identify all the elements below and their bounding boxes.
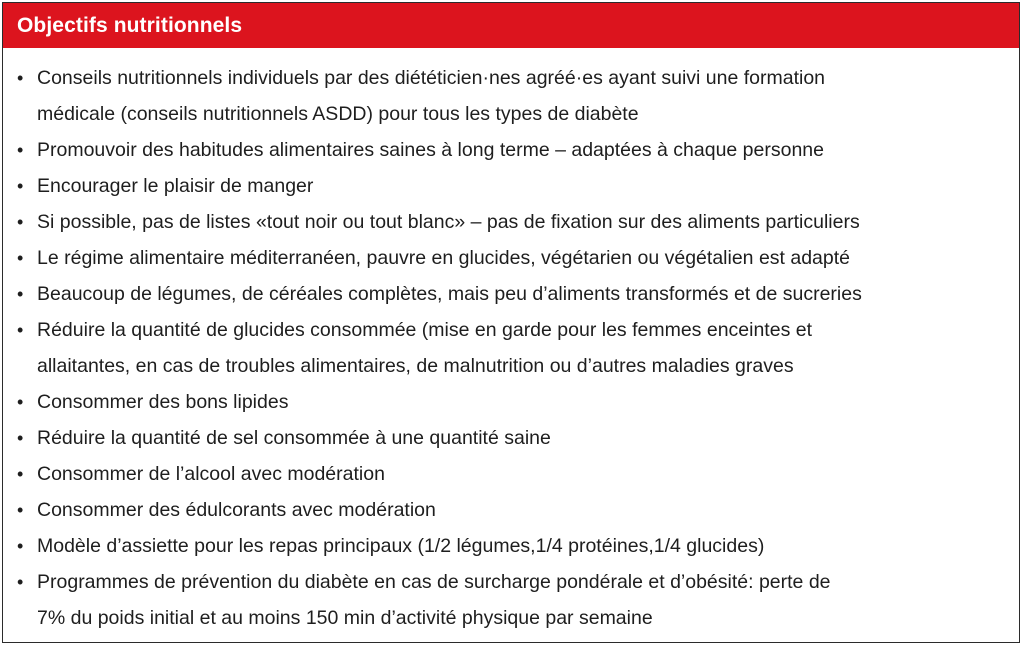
bullet-icon: • [17,284,24,304]
item-text: Consommer des édulcorants avec modération [37,499,436,521]
item-text: Réduire la quantité de glucides consommée (mise en garde pour les femmes enceintes et allaitantes, en cas de troubles alimentaires, de malnutrition ou d’autres maladies graves [37,319,813,377]
item-text: Consommer des bons lipides [37,391,289,413]
bullet-icon: • [17,428,24,448]
bullet-icon: • [17,248,24,268]
item-text: Modèle d’assiette pour les repas principaux (1/2 légumes,1/4 protéines,1/4 glucides) [37,535,765,557]
bullet-icon: • [17,140,24,160]
bullet-icon: • [17,68,24,88]
box-header [3,3,1019,48]
box-title: Objectifs nutritionnels [17,13,243,37]
nutrition-goals-box [2,2,1020,643]
item-text: Le régime alimentaire méditerranéen, pauvre en glucides, végétarien ou végétalien est adapté [37,247,851,269]
list-item [3,564,1019,636]
list-item [3,528,1019,564]
list-item [3,60,1019,132]
list-item [3,204,1019,240]
list-item [3,132,1019,168]
bullet-icon: • [17,500,24,520]
list-item [3,276,1019,312]
list-item [3,492,1019,528]
list-item [3,312,1019,384]
item-text: Promouvoir des habitudes alimentaires saines à long terme – adaptées à chaque personne [37,139,824,161]
bullet-icon: • [17,464,24,484]
item-text: Encourager le plaisir de manger [37,175,314,197]
item-text: Programmes de prévention du diabète en cas de surcharge pondérale et d’obésité: perte de 7% du poids initial et au moins 150 min d’activité physique par semaine [37,571,831,629]
list-item [3,240,1019,276]
bullet-icon: • [17,572,24,592]
goals-list [3,48,1019,636]
list-item [3,420,1019,456]
item-text: Si possible, pas de listes «tout noir ou tout blanc» – pas de fixation sur des aliments particuliers [37,211,860,233]
bullet-icon: • [17,320,24,340]
item-text: Consommer de l’alcool avec modération [37,463,385,485]
item-text: Conseils nutritionnels individuels par des diététicien·nes agréé·es ayant suivi une formation médicale (conseils nutritionnels ASDD) pour tous les types de diabète [37,67,826,125]
bullet-icon: • [17,176,24,196]
list-item [3,384,1019,420]
list-item [3,456,1019,492]
item-text: Réduire la quantité de sel consommée à une quantité saine [37,427,551,449]
list-item [3,168,1019,204]
item-text: Beaucoup de légumes, de céréales complètes, mais peu d’aliments transformés et de sucreries [37,283,862,305]
bullet-icon: • [17,392,24,412]
bullet-icon: • [17,536,24,556]
bullet-icon: • [17,212,24,232]
